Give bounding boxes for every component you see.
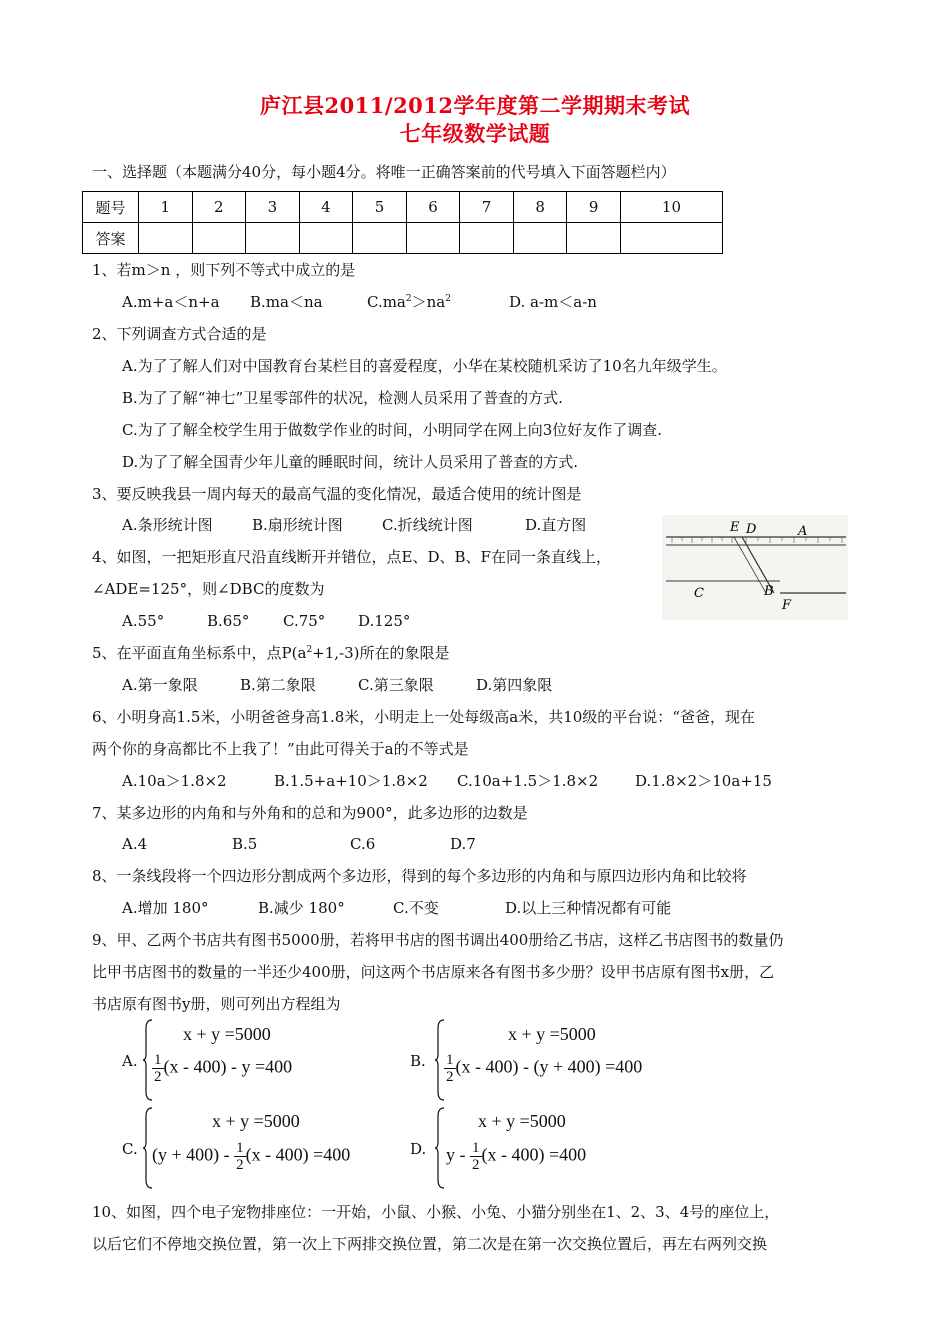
answer-cell[interactable] <box>353 223 407 254</box>
q1-option-d: D. a-m＜a-n <box>509 293 597 311</box>
q8-option-b: B.减少 180° <box>258 899 345 917</box>
q5-option-a: A.第一象限 <box>122 676 198 694</box>
q9-option-c-label: C. <box>122 1140 138 1158</box>
q3-option-c: C.折线统计图 <box>382 516 473 534</box>
q6-option-c: C.10a+1.5＞1.8×2 <box>457 772 599 790</box>
q9-option-d-label: D. <box>410 1140 427 1158</box>
q6-stem-2: 两个你的身高都比不上我了！”由此可得关于a的不等式是 <box>92 740 469 758</box>
q9-option-a-label: A. <box>122 1052 138 1070</box>
q2-option-c: C.为了了解全校学生用于做数学作业的时间，小明同学在网上向3位好友作了调查. <box>122 421 663 439</box>
exam-subtitle: 七年级数学试题 <box>399 121 551 146</box>
answer-cell[interactable] <box>513 223 567 254</box>
q3-stem: 3、要反映我县一周内每天的最高气温的变化情况，最适合使用的统计图是 <box>92 485 582 503</box>
q9-stem-2: 比甲书店图书的数量的一半还少400册，问这两个书店原来各有图书多少册？设甲书店原有图书x册，乙 <box>92 963 775 981</box>
table-label-number: 题号 <box>83 192 139 223</box>
ruler-diagram <box>662 515 848 620</box>
q9-option-d-eq-top: x + y =5000 <box>478 1111 566 1131</box>
q4-stem: 4、如图，一把矩形直尺沿直线断开并错位，点E、D、B、F在同一条直线上， <box>92 548 611 566</box>
label-F: F <box>782 598 792 613</box>
answer-cell[interactable] <box>192 223 246 254</box>
label-D: D <box>746 522 757 537</box>
q7-option-c: C.6 <box>350 835 376 853</box>
q1-option-a: A.m+a＜n+a <box>122 293 220 311</box>
table-cell-number: 10 <box>620 192 722 223</box>
answer-cell[interactable] <box>620 223 722 254</box>
q5-option-c: C.第三象限 <box>358 676 434 694</box>
q7-stem: 7、某多边形的内角和与外角和的总和为900°，此多边形的边数是 <box>92 804 528 822</box>
q8-option-c: C.不变 <box>393 899 439 917</box>
answer-cell[interactable] <box>567 223 621 254</box>
table-cell-number: 5 <box>353 192 407 223</box>
q4-option-c: C.75° <box>283 612 326 630</box>
q1-stem: 1、若m＞n ，则下列不等式中成立的是 <box>92 261 356 279</box>
table-cell-number: 8 <box>513 192 567 223</box>
q6-option-b: B.1.5+a+10＞1.8×2 <box>274 772 428 790</box>
label-E: E <box>730 520 740 535</box>
q3-option-d: D.直方图 <box>525 516 587 534</box>
q10-stem-2: 以后它们不停地交换位置，第一次上下两排交换位置，第二次是在第一次交换位置后，再左右两列交换 <box>92 1235 768 1253</box>
q5-option-d: D.第四象限 <box>476 676 553 694</box>
q8-option-a: A.增加 180° <box>122 899 209 917</box>
q4-option-d: D.125° <box>358 612 411 630</box>
q7-option-d: D.7 <box>450 835 476 853</box>
q10-stem: 10、如图，四个电子宠物排座位：一开始，小鼠、小猴、小兔、小猫分别坐在1、2、3、4号的座位上， <box>92 1203 780 1221</box>
q9-option-b-eq-top: x + y =5000 <box>508 1024 596 1044</box>
answer-table-header-row <box>83 192 723 223</box>
q7-option-b: B.5 <box>232 835 258 853</box>
q4-option-b: B.65° <box>207 612 250 630</box>
q2-option-d: D.为了了解全国青少年儿童的睡眠时间，统计人员采用了普查的方式. <box>122 453 579 471</box>
label-B: B <box>764 584 774 599</box>
table-label-answer: 答案 <box>83 223 139 254</box>
answer-cell[interactable] <box>139 223 193 254</box>
label-C: C <box>694 586 704 601</box>
answer-table-answer-row <box>83 223 723 254</box>
brace-icon <box>434 1106 446 1190</box>
q9-option-d-eq-bottom: y - $\frac{1}{2}$ (x - 400) =400 <box>446 1140 587 1173</box>
answer-cell[interactable] <box>460 223 514 254</box>
q7-option-a: A.4 <box>122 835 148 853</box>
table-cell-number: 3 <box>246 192 300 223</box>
q1-option-c: $C.ma^2>na^2$ <box>367 293 451 311</box>
q1-option-b: B.ma＜na <box>250 293 323 311</box>
q9-option-c-eq-top: x + y =5000 <box>212 1111 300 1131</box>
table-cell-number: 6 <box>406 192 460 223</box>
section-heading: 一、选择题（本题满分40分，每小题4分。将唯一正确答案前的代号填入下面答题栏内） <box>92 163 676 181</box>
q9-option-b-eq-bottom: $\frac{1}{2}$ (x - 400) - (y + 400) =400 <box>446 1052 643 1085</box>
ruler-figure <box>662 515 848 620</box>
q2-option-a: A.为了了解人们对中国教育台某栏目的喜爱程度，小华在某校随机采访了10名九年级学生。 <box>122 357 727 375</box>
answer-cell[interactable] <box>406 223 460 254</box>
q9-stem-3: 书店原有图书y册，则可列出方程组为 <box>92 995 341 1013</box>
table-cell-number: 9 <box>567 192 621 223</box>
q8-option-d: D.以上三种情况都有可能 <box>505 899 672 917</box>
q5-stem: 5、在平面直角坐标系中，点$P(a^2+1,-3)$所在的象限是 <box>92 644 450 662</box>
answer-cell[interactable] <box>299 223 353 254</box>
q9-stem: 9、甲、乙两个书店共有图书5000册，若将甲书店的图书调出400册给乙书店，这样乙书店图书的数量仍 <box>92 931 784 949</box>
table-cell-number: 7 <box>460 192 514 223</box>
q2-stem: 2、下列调查方式合适的是 <box>92 325 267 343</box>
q6-stem: 6、小明身高1.5米，小明爸爸身高1.8米，小明走上一处每级高a米，共10级的平台说：“爸爸，现在 <box>92 708 755 726</box>
answer-cell[interactable] <box>246 223 300 254</box>
table-cell-number: 1 <box>139 192 193 223</box>
label-A: A <box>798 524 808 539</box>
q9-option-c-eq-bottom: (y + 400) - $\frac{1}{2}$ (x - 400) =400 <box>152 1140 351 1173</box>
exam-title: 庐江县2011/2012学年度第二学期期末考试 <box>259 93 691 118</box>
table-cell-number: 4 <box>299 192 353 223</box>
q9-option-a-eq-top: x + y =5000 <box>183 1024 271 1044</box>
answer-table <box>82 191 723 254</box>
q6-option-d: D.1.8×2＞10a+15 <box>635 772 772 790</box>
q4-stem-2: ∠ADE=125°，则∠DBC的度数为 <box>92 580 325 598</box>
q8-stem: 8、一条线段将一个四边形分割成两个多边形，得到的每个多边形的内角和与原四边形内角和比较将 <box>92 867 747 885</box>
q9-option-b-label: B. <box>410 1052 426 1070</box>
q3-option-a: A.条形统计图 <box>122 516 213 534</box>
q2-option-b: B.为了了解“神七”卫星零部件的状况，检测人员采用了普查的方式. <box>122 389 563 407</box>
q4-option-a: A.55° <box>122 612 165 630</box>
q5-option-b: B.第二象限 <box>240 676 316 694</box>
q3-option-b: B.扇形统计图 <box>252 516 343 534</box>
q9-option-a-eq-bottom: $\frac{1}{2}$ (x - 400) - y =400 <box>154 1052 293 1085</box>
table-cell-number: 2 <box>192 192 246 223</box>
q6-option-a: A.10a＞1.8×2 <box>122 772 227 790</box>
